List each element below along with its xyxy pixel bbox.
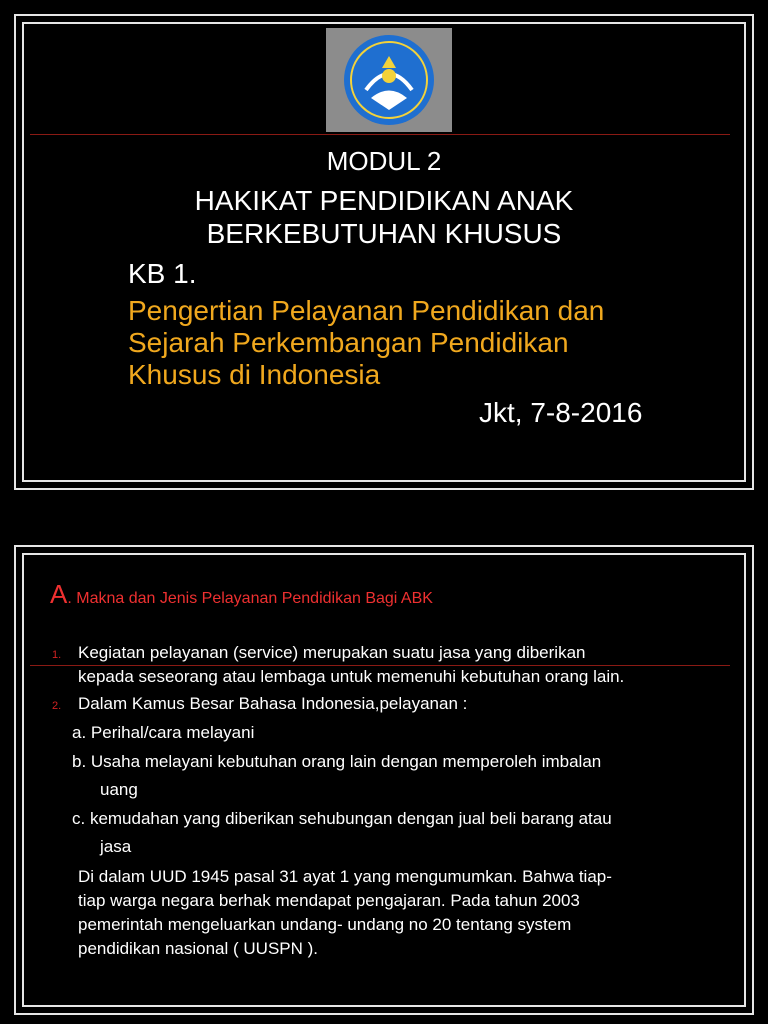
sub-item-b-line-1: b. Usaha melayani kebutuhan orang lain dengan memperoleh imbalan	[72, 752, 602, 771]
subtitle-line-3: Khusus di Indonesia	[128, 359, 381, 390]
logo-box	[326, 28, 452, 132]
sub-item-c-line-2: jasa	[100, 837, 132, 856]
subtitle-line-1: Pengertian Pelayanan Pendidikan dan	[128, 295, 605, 326]
slide-1-divider	[30, 134, 730, 135]
title-line-2: BERKEBUTUHAN KHUSUS	[206, 218, 562, 249]
paragraph-line-4: pendidikan nasional ( UUSPN ).	[78, 939, 319, 958]
slide-2-divider	[30, 665, 730, 666]
item-2-number: 2.	[52, 700, 62, 712]
item-2-line-1: Dalam Kamus Besar Bahasa Indonesia,pelayanan :	[78, 694, 468, 713]
title-line-1: HAKIKAT PENDIDIKAN ANAK	[194, 185, 574, 216]
item-1-number: 1.	[52, 649, 62, 661]
section-heading-letter: A	[50, 579, 68, 609]
paragraph-line-1: Di dalam UUD 1945 pasal 31 ayat 1 yang mengumumkan. Bahwa tiap-	[78, 867, 612, 886]
date-label: Jkt, 7-8-2016	[479, 397, 643, 428]
subtitle-line-2: Sejarah Perkembangan Pendidikan	[128, 327, 569, 358]
sub-item-c-line-1: c. kemudahan yang diberikan sehubungan dengan jual beli barang atau	[72, 809, 612, 828]
sub-item-b-line-2: uang	[100, 780, 138, 799]
section-heading	[50, 579, 433, 610]
sub-item-a: a. Perihal/cara melayani	[72, 723, 255, 742]
slide-1	[14, 14, 754, 490]
module-number: MODUL 2	[326, 146, 442, 176]
section-heading-text: . Makna dan Jenis Pelayanan Pendidikan Bagi ABK	[67, 590, 433, 607]
paragraph-line-3: pemerintah mengeluarkan undang- undang no 20 tentang system	[78, 915, 572, 934]
item-1-line-2: kepada seseorang atau lembaga untuk memenuhi kebutuhan orang lain.	[78, 667, 625, 686]
tut-wuri-handayani-logo-icon	[326, 28, 452, 132]
kb-label: KB 1.	[128, 258, 197, 289]
paragraph-line-2: tiap warga negara berhak mendapat pengajaran. Pada tahun 2003	[78, 891, 580, 910]
item-1-line-1: Kegiatan pelayanan (service) merupakan suatu jasa yang diberikan	[78, 643, 586, 662]
slide-2	[14, 545, 754, 1015]
